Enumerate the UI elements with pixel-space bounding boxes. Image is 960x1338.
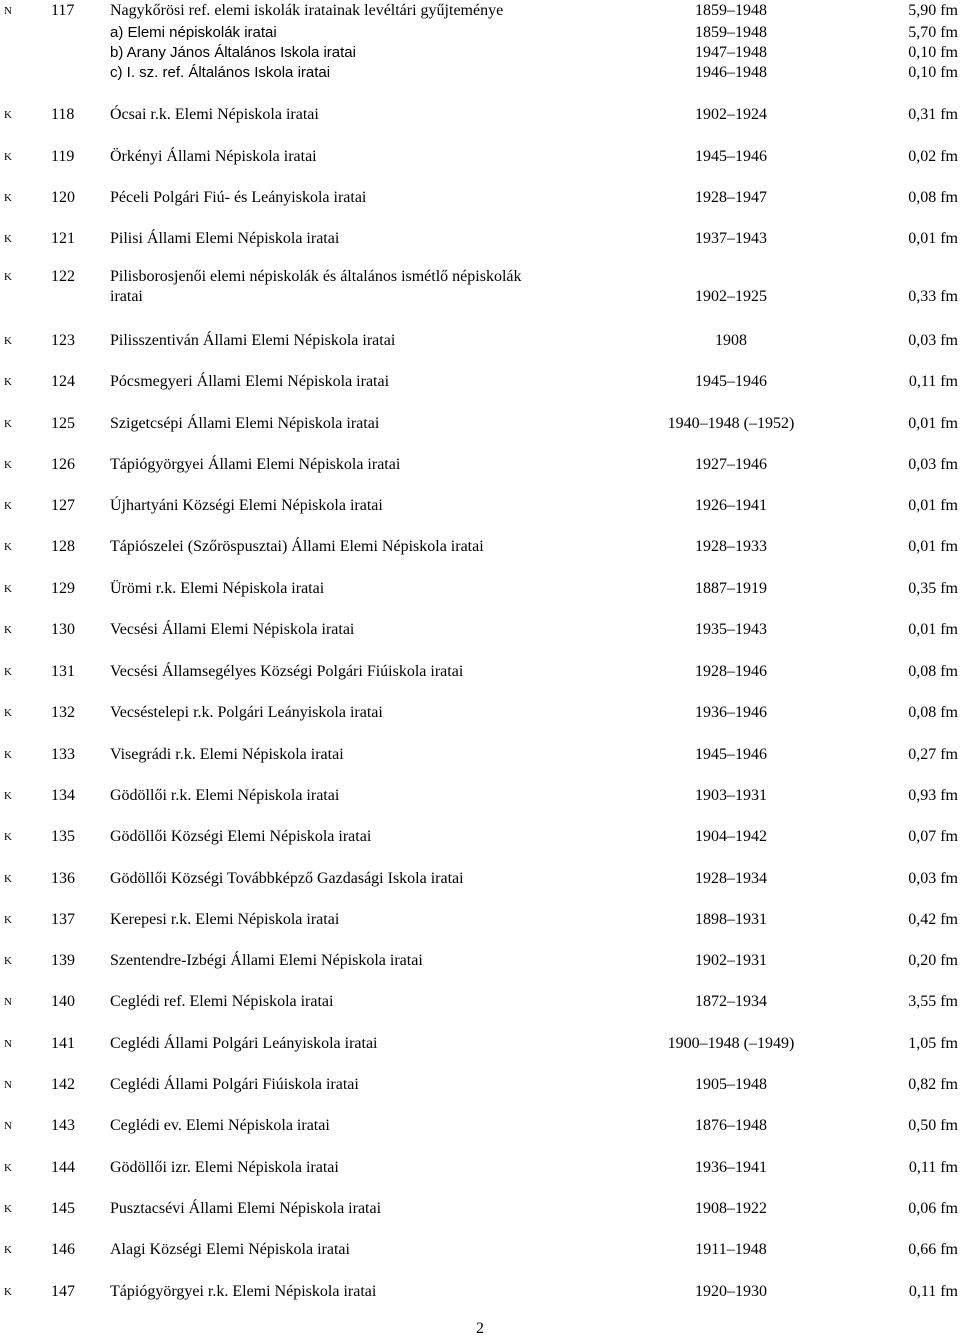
entry-marker: K	[4, 583, 12, 595]
entry-title: Szentendre-Izbégi Állami Elemi Népiskola iratai	[110, 952, 423, 969]
entry-title: Pilisborosjenői elemi népiskolák és általános ismétlő népiskolák	[110, 268, 522, 285]
entry-marker: K	[4, 418, 12, 430]
entry-row	[0, 371, 960, 393]
entry-title-continued: iratai	[110, 288, 143, 305]
entry-years: 1935–1943	[695, 621, 767, 638]
entry-number: 121	[51, 230, 75, 247]
entry-size: 0,27 fm	[908, 746, 958, 763]
entry-row	[0, 909, 960, 931]
entry-title: Örkényi Állami Népiskola iratai	[110, 148, 317, 165]
entry-number: 147	[51, 1283, 75, 1300]
entry-number: 143	[51, 1117, 75, 1134]
entry-number: 139	[51, 952, 75, 969]
entry-marker: K	[4, 151, 12, 163]
entry-marker: K	[4, 955, 12, 967]
entry-row	[0, 991, 960, 1013]
entry-row	[0, 228, 960, 250]
entry-number: 141	[51, 1035, 75, 1052]
entry-title: Pilisszentiván Állami Elemi Népiskola iratai	[110, 332, 396, 349]
entry-years: 1937–1943	[695, 230, 767, 247]
entry-title: Ceglédi Állami Polgári Leányiskola iratai	[110, 1035, 378, 1052]
entry-row	[0, 826, 960, 848]
entry-number: 135	[51, 828, 75, 845]
subentry-years: 1946–1948	[695, 64, 767, 81]
entry-marker: K	[4, 873, 12, 885]
entry-years: 1902–1925	[695, 288, 767, 305]
entry-years: 1908–1922	[695, 1200, 767, 1217]
entry-size: 0,35 fm	[908, 580, 958, 597]
entry-title: Ócsai r.k. Elemi Népiskola iratai	[110, 106, 319, 123]
entry-marker: K	[4, 1244, 12, 1256]
entry-row	[0, 1033, 960, 1055]
entry-row	[0, 1281, 960, 1303]
entry-size: 0,08 fm	[908, 189, 958, 206]
entry-size: 0,03 fm	[908, 870, 958, 887]
entry-size: 1,05 fm	[908, 1035, 958, 1052]
entry-size: 0,20 fm	[908, 952, 958, 969]
entry-years: 1872–1934	[695, 993, 767, 1010]
entry-size: 0,93 fm	[908, 787, 958, 804]
entry-row	[0, 1157, 960, 1179]
entry-marker: K	[4, 1203, 12, 1215]
entry-years: 1903–1931	[695, 787, 767, 804]
entry-row	[0, 619, 960, 641]
entry-size: 0,08 fm	[908, 704, 958, 721]
entry-marker: K	[4, 624, 12, 636]
entry-marker: N	[4, 1079, 12, 1091]
subentry-size: 0,10 fm	[908, 44, 958, 61]
entry-years: 1905–1948	[695, 1076, 767, 1093]
entry-row	[0, 536, 960, 558]
entry-marker: K	[4, 192, 12, 204]
entry-row	[0, 578, 960, 600]
subentry-row	[0, 22, 960, 44]
entry-years: 1927–1946	[695, 456, 767, 473]
entry-title: Újhartyáni Községi Elemi Népiskola iratai	[110, 497, 383, 514]
entry-title: Ceglédi ev. Elemi Népiskola iratai	[110, 1117, 330, 1134]
entry-marker: K	[4, 271, 12, 283]
entry-marker: K	[4, 233, 12, 245]
entry-number: 122	[51, 268, 75, 285]
entry-size: 0,11 fm	[908, 1283, 958, 1300]
subentry-size: 0,10 fm	[908, 64, 958, 81]
entry-title: Ceglédi ref. Elemi Népiskola iratai	[110, 993, 334, 1010]
entry-marker: N	[4, 996, 12, 1008]
entry-title: Pusztacsévi Állami Elemi Népiskola iratai	[110, 1200, 382, 1217]
entry-years: 1859–1948	[695, 2, 767, 19]
entry-title: Tápiógyörgyei r.k. Elemi Népiskola iratai	[110, 1283, 377, 1300]
entry-title: Gödöllői Községi Elemi Népiskola iratai	[110, 828, 372, 845]
entry-number: 124	[51, 373, 75, 390]
entry-row	[0, 495, 960, 517]
entry-size: 0,42 fm	[908, 911, 958, 928]
entry-marker: K	[4, 749, 12, 761]
entry-row	[0, 104, 960, 126]
entry-row	[0, 950, 960, 972]
entry-number: 132	[51, 704, 75, 721]
entry-title: Tápiószelei (Szőröspusztai) Állami Elemi Népiskola iratai	[110, 538, 484, 555]
entry-marker: K	[4, 914, 12, 926]
subentry-row	[0, 62, 960, 84]
entry-marker: K	[4, 1286, 12, 1298]
entry-title: Vecsési Államsegélyes Községi Polgári Fiúiskola iratai	[110, 663, 464, 680]
entry-years: 1898–1931	[695, 911, 767, 928]
entry-years: 1911–1948	[695, 1241, 767, 1258]
entry-size: 3,55 fm	[908, 993, 958, 1010]
entry-row	[0, 1115, 960, 1137]
entry-years: 1902–1924	[695, 106, 767, 123]
entry-years: 1900–1948 (–1949)	[667, 1035, 795, 1052]
entry-row	[0, 266, 960, 288]
entry-marker: N	[4, 5, 12, 17]
entry-title: Péceli Polgári Fiú- és Leányiskola iratai	[110, 189, 367, 206]
entry-marker: K	[4, 790, 12, 802]
entry-years: 1876–1948	[695, 1117, 767, 1134]
entry-size: 0,31 fm	[908, 106, 958, 123]
entry-size: 0,50 fm	[908, 1117, 958, 1134]
entry-years: 1928–1934	[695, 870, 767, 887]
entry-size: 0,02 fm	[908, 148, 958, 165]
entry-marker: K	[4, 500, 12, 512]
entry-number: 133	[51, 746, 75, 763]
subentry-row	[0, 42, 960, 64]
entry-size: 0,66 fm	[908, 1241, 958, 1258]
entry-years: 1945–1946	[695, 148, 767, 165]
entry-title: Gödöllői r.k. Elemi Népiskola iratai	[110, 787, 340, 804]
entry-title: Kerepesi r.k. Elemi Népiskola iratai	[110, 911, 340, 928]
entry-size: 0,01 fm	[908, 538, 958, 555]
entry-title: Gödöllői Községi Továbbképző Gazdasági Iskola iratai	[110, 870, 464, 887]
entry-years: 1926–1941	[695, 497, 767, 514]
entry-size: 0,01 fm	[908, 497, 958, 514]
entry-row	[0, 146, 960, 168]
entry-number: 128	[51, 538, 75, 555]
entry-number: 144	[51, 1159, 75, 1176]
subentry-years: 1947–1948	[695, 44, 767, 61]
entry-size: 0,08 fm	[908, 663, 958, 680]
entry-years: 1945–1946	[695, 373, 767, 390]
entry-number: 119	[51, 148, 75, 165]
entry-row	[0, 1239, 960, 1261]
entry-size: 0,33 fm	[908, 288, 958, 305]
entry-number: 136	[51, 870, 75, 887]
entry-row	[0, 1198, 960, 1220]
entry-years: 1920–1930	[695, 1283, 767, 1300]
entry-years: 1904–1942	[695, 828, 767, 845]
entry-number: 117	[51, 2, 75, 19]
entry-row	[0, 413, 960, 435]
entry-size: 0,03 fm	[908, 456, 958, 473]
entry-years: 1940–1948 (–1952)	[667, 415, 795, 432]
subentry-label: a) Elemi népiskolák iratai	[110, 24, 277, 41]
entry-number: 125	[51, 415, 75, 432]
entry-title: Vecsési Állami Elemi Népiskola iratai	[110, 621, 355, 638]
entry-marker: K	[4, 459, 12, 471]
entry-marker: N	[4, 1038, 12, 1050]
subentry-years: 1859–1948	[695, 24, 767, 41]
entry-marker: K	[4, 376, 12, 388]
subentry-label: b) Arany János Általános Iskola iratai	[110, 44, 356, 61]
entry-row	[0, 661, 960, 683]
entry-row	[0, 330, 960, 352]
entry-years: 1908	[715, 332, 747, 349]
entry-number: 129	[51, 580, 75, 597]
entry-size: 0,01 fm	[908, 621, 958, 638]
entry-row	[0, 1074, 960, 1096]
entry-size: 0,11 fm	[908, 373, 958, 390]
entry-years: 1936–1941	[695, 1159, 767, 1176]
subentry-size: 5,70 fm	[908, 24, 958, 41]
entry-marker: K	[4, 335, 12, 347]
entry-size: 0,03 fm	[908, 332, 958, 349]
entry-row	[0, 868, 960, 890]
entry-number: 140	[51, 993, 75, 1010]
entry-marker: K	[4, 109, 12, 121]
entry-years: 1928–1947	[695, 189, 767, 206]
entry-years: 1887–1919	[695, 580, 767, 597]
entry-row	[0, 702, 960, 724]
entry-row	[0, 0, 960, 22]
entry-row	[0, 785, 960, 807]
entry-years: 1945–1946	[695, 746, 767, 763]
entry-number: 118	[51, 106, 75, 123]
entry-number: 120	[51, 189, 75, 206]
entry-number: 126	[51, 456, 75, 473]
entry-marker: K	[4, 831, 12, 843]
entry-marker: K	[4, 541, 12, 553]
entry-marker: K	[4, 707, 12, 719]
entry-row-continuation	[0, 286, 960, 308]
entry-title: Pilisi Állami Elemi Népiskola iratai	[110, 230, 340, 247]
entry-size: 5,90 fm	[908, 2, 958, 19]
entry-number: 145	[51, 1200, 75, 1217]
page-number: 2	[476, 1320, 484, 1337]
entry-title: Alagi Községi Elemi Népiskola iratai	[110, 1241, 350, 1258]
entry-size: 0,01 fm	[908, 230, 958, 247]
entry-number: 130	[51, 621, 75, 638]
entry-title: Visegrádi r.k. Elemi Népiskola iratai	[110, 746, 344, 763]
entry-marker: N	[4, 1120, 12, 1132]
entry-row	[0, 187, 960, 209]
subentry-label: c) I. sz. ref. Általános Iskola iratai	[110, 64, 331, 81]
entry-years: 1928–1946	[695, 663, 767, 680]
entry-size: 0,07 fm	[908, 828, 958, 845]
entry-row	[0, 744, 960, 766]
entry-marker: K	[4, 1162, 12, 1174]
entry-number: 127	[51, 497, 75, 514]
entry-size: 0,82 fm	[908, 1076, 958, 1093]
entry-years: 1902–1931	[695, 952, 767, 969]
entry-number: 146	[51, 1241, 75, 1258]
entry-size: 0,01 fm	[908, 415, 958, 432]
entry-size: 0,06 fm	[908, 1200, 958, 1217]
entry-number: 142	[51, 1076, 75, 1093]
entry-title: Gödöllői izr. Elemi Népiskola iratai	[110, 1159, 339, 1176]
entry-years: 1928–1933	[695, 538, 767, 555]
entry-title: Vecséstelepi r.k. Polgári Leányiskola iratai	[110, 704, 383, 721]
entry-title: Szigetcsépi Állami Elemi Népiskola iratai	[110, 415, 380, 432]
entry-number: 137	[51, 911, 75, 928]
entry-title: Pócsmegyeri Állami Elemi Népiskola iratai	[110, 373, 390, 390]
entry-size: 0,11 fm	[908, 1159, 958, 1176]
entry-title: Tápiógyörgyei Állami Elemi Népiskola iratai	[110, 456, 401, 473]
entry-number: 123	[51, 332, 75, 349]
entry-title: Nagykőrösi ref. elemi iskolák iratainak levéltári gyűjteménye	[110, 2, 504, 19]
entry-number: 131	[51, 663, 75, 680]
entry-number: 134	[51, 787, 75, 804]
entry-title: Ceglédi Állami Polgári Fiúiskola iratai	[110, 1076, 359, 1093]
entry-title: Ürömi r.k. Elemi Népiskola iratai	[110, 580, 325, 597]
entry-marker: K	[4, 666, 12, 678]
entry-row	[0, 454, 960, 476]
entry-years: 1936–1946	[695, 704, 767, 721]
